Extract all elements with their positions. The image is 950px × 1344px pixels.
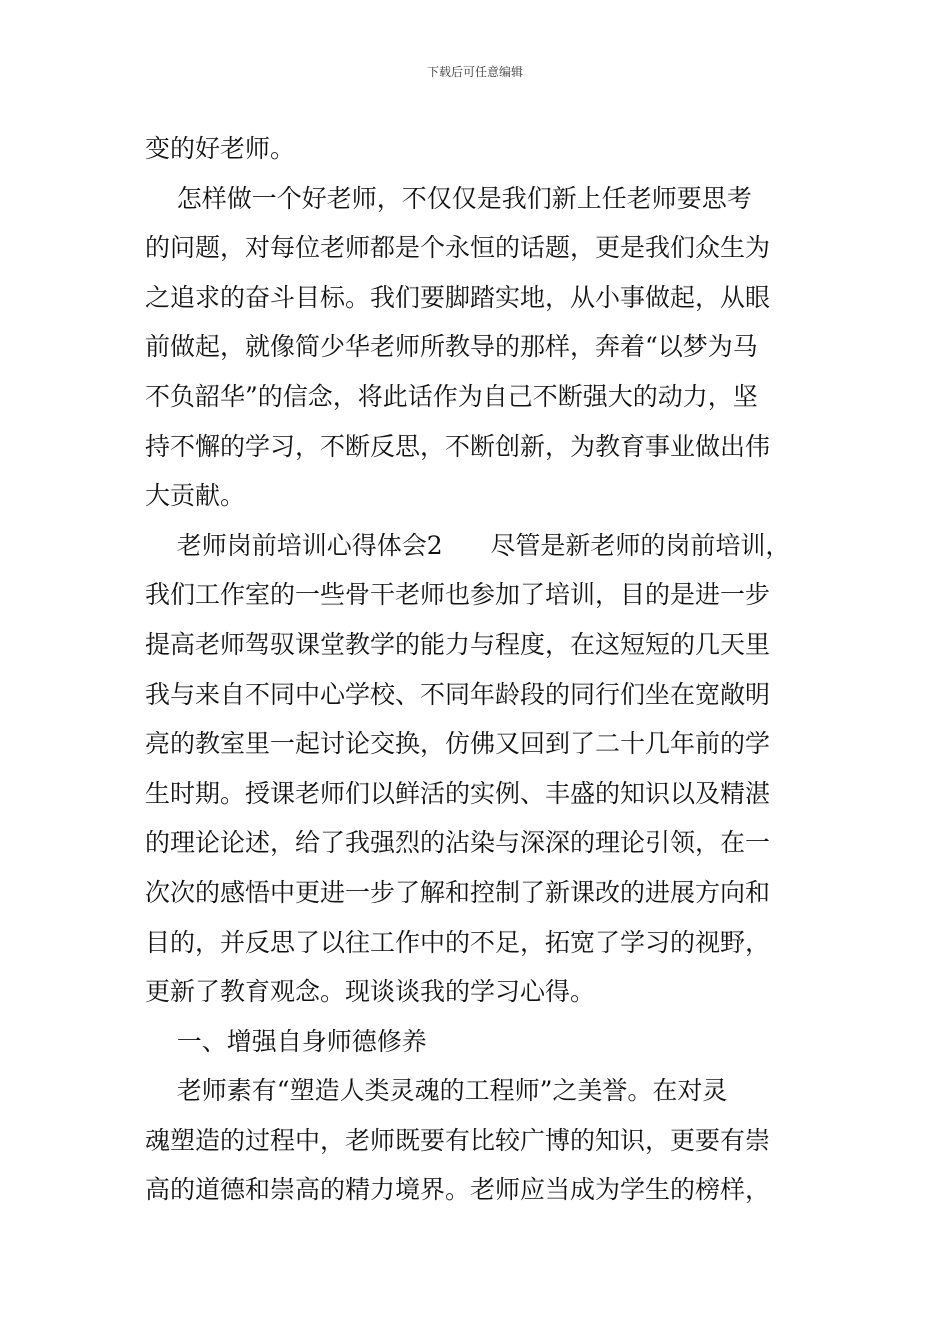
- text-line: 的问题，对每位老师都是个永恒的话题，更是我们众生为: [145, 233, 771, 263]
- text-line: 不负韶华”的信念，将此话作为自己不断强大的动力，坚: [145, 381, 758, 411]
- text-line: 亮的教室里一起讨论交换，仿佛又回到了二十几年前的学: [145, 729, 771, 759]
- text-line: 大贡献。: [145, 481, 246, 511]
- text-line: 怎样做一个好老师，不仅仅是我们新上任老师要思考: [145, 183, 752, 213]
- text-line: 老师岗前培训心得体会2 尽管是新老师的岗前培训，: [145, 530, 791, 560]
- text-line: 高的道德和崇高的精力境界。老师应当成为学生的榜样，: [145, 1175, 771, 1205]
- text-line: 目的，并反思了以往工作中的不足，拓宽了学习的视野，: [145, 927, 771, 957]
- text-line: 前做起，就像简少华老师所教导的那样，奔着“以梦为马: [145, 332, 758, 362]
- text-line: 持不懈的学习，不断反思，不断创新，为教育事业做出伟: [145, 431, 771, 461]
- text-line: 次次的感悟中更进一步了解和控制了新课改的进展方向和: [145, 877, 771, 907]
- text-line: 生时期。授课老师们以鲜活的实例、丰盛的知识以及精湛: [145, 778, 771, 808]
- text-line: 提高老师驾驭课堂教学的能力与程度，在这短短的几天里: [145, 629, 771, 659]
- text-line: 之追求的奋斗目标。我们要脚踏实地，从小事做起，从眼: [145, 282, 771, 312]
- text-line: 我们工作室的一些骨干老师也参加了培训，目的是进一步: [145, 580, 771, 610]
- section-heading: 一、增强自身师德修养: [145, 1026, 427, 1056]
- document-body: [145, 124, 810, 1215]
- text-line: 更新了教育观念。现谈谈我的学习心得。: [145, 977, 596, 1007]
- page-header-note: 下载后可任意编辑: [426, 65, 523, 79]
- text-line: 的理论论述，给了我强烈的沾染与深深的理论引领，在一: [145, 828, 771, 858]
- text-line: 魂塑造的过程中，老师既要有比较广博的知识，更要有崇: [145, 1125, 771, 1155]
- text-line: 老师素有“塑造人类灵魂的工程师”之美誉。在对灵: [145, 1076, 728, 1106]
- text-line: 我与来自不同中心学校、不同年龄段的同行们坐在宽敞明: [145, 679, 771, 709]
- text-line: 变的好老师。: [145, 134, 296, 163]
